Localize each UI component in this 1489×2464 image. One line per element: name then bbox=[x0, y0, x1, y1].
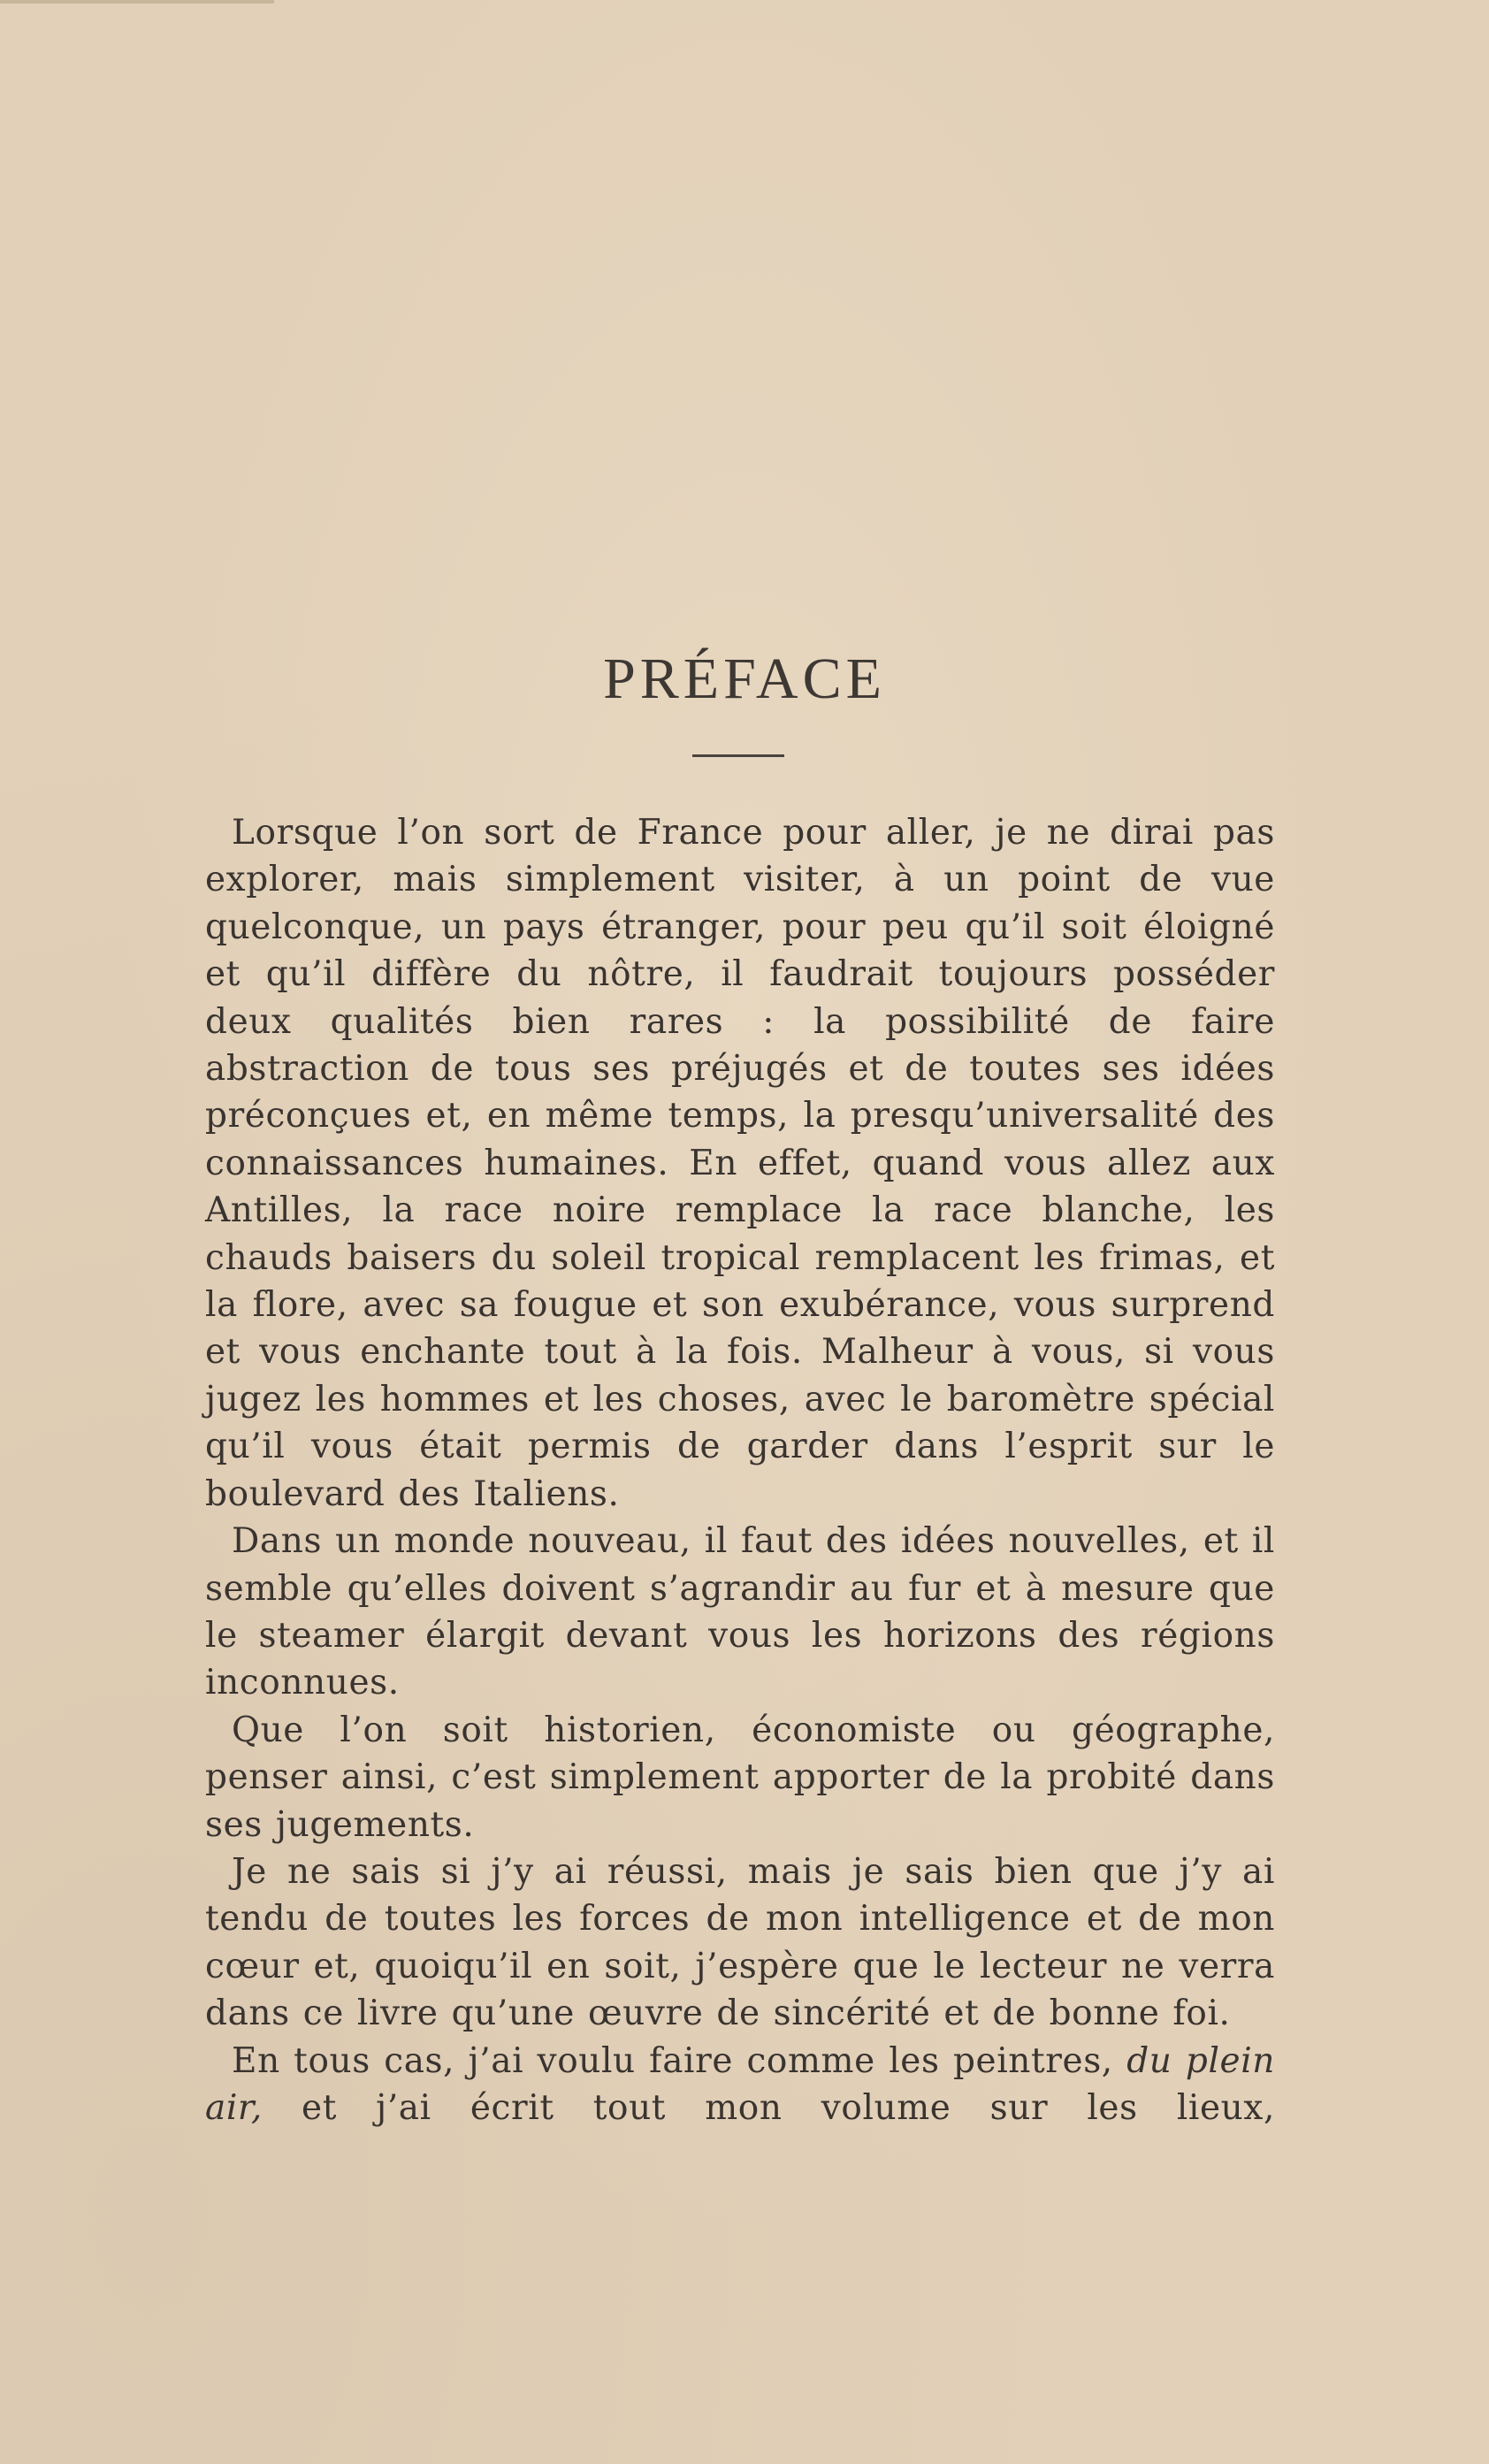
paragraph-5-italic: du plein air, bbox=[205, 2040, 1276, 2128]
paragraph-5-end: et j’ai écrit tout mon volume sur les lieux, bbox=[302, 2087, 1275, 2128]
body-text bbox=[205, 809, 1275, 2131]
paragraph-3: Que l’on soit historien, économiste ou géographe, penser ainsi, c’est simplement apporter de la probité dans ses jugements. bbox=[205, 1710, 1275, 1845]
page-title: PRÉFACE bbox=[603, 647, 886, 711]
paragraph-5-start: En tous cas, j’ai voulu faire comme les peintres, bbox=[232, 2040, 1113, 2081]
scan-edge-mark bbox=[0, 0, 274, 4]
paragraph-4: Je ne sais si j’y ai réussi, mais je sais bien que j’y ai tendu de toutes les forces de mon intelligence et de mon cœur et, quoiqu’il en soit, j’espère que le lecteur ne verra dans ce livre qu’une œuvre de sincérité et de bonne foi. bbox=[205, 1851, 1275, 2034]
paragraph-1: Lorsque l’on sort de France pour aller, je ne dirai pas explorer, mais simplement visiter, à un point de vue quelconque, un pays étranger, pour peu qu’il soit éloigné et qu’il diffère du nôtre, il faudrait toujours posséder deux qualités bien rares : la possibilité de faire abstraction de tous ses préjugés et de toutes ses idées préconçues et, en même temps, la presqu’universalité des connaissances humaines. En effet, quand vous allez aux Antilles, la race noire remplace la race blanche, les chauds baisers du soleil tropical remplacent les frimas, et la flore, avec sa fougue et son exubérance, vous surprend et vous enchante tout à la fois. Malheur à vous, si vous jugez les hommes et les choses, avec le baromètre spécial qu’il vous était permis de garder dans l’esprit sur le boulevard des Italiens. bbox=[205, 813, 1275, 1514]
title-rule bbox=[692, 754, 784, 757]
paragraph-2: Dans un monde nouveau, il faut des idées nouvelles, et il semble qu’elles doivent s’agrandir au fur et à mesure que le steamer élargit devant vous les horizons des régions inconnues. bbox=[205, 1521, 1275, 1703]
paragraph-5 bbox=[205, 2038, 1275, 2132]
